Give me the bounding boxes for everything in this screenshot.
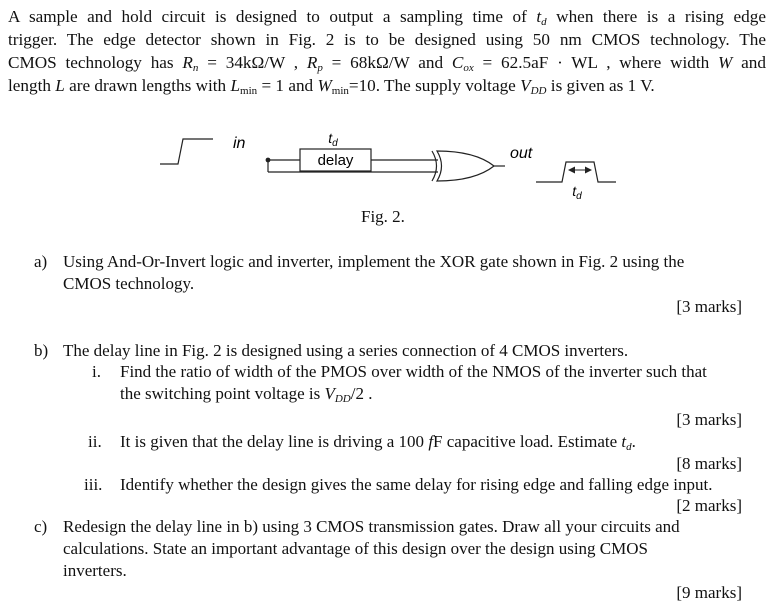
question-bii-label: ii. xyxy=(88,432,102,451)
question-bi-line-2: the switching point voltage is $V_{DD}/2$ . xyxy=(120,384,373,405)
question-biii-text: Identify whether the design gives the same delay for rising edge and falling edge input. xyxy=(120,475,713,494)
question-bi-line-1: Find the ratio of width of the PMOS over width of the NMOS of the inverter such that xyxy=(120,362,707,381)
question-c-line-2: calculations. State an important advantage of this design over the design using CMOS xyxy=(63,539,648,558)
question-b-text: The delay line in Fig. 2 is designed using a series connection of 4 CMOS inverters. xyxy=(63,341,629,360)
output-pulse-waveform xyxy=(536,162,616,182)
question-a-label: a) xyxy=(34,252,48,271)
intro-line-1: A sample and hold circuit is designed to output a sampling time of $t_d$ when there is a rising edge xyxy=(8,7,766,28)
question-biii-marks: [2 marks] xyxy=(676,496,742,515)
question-bi-marks: [3 marks] xyxy=(676,410,742,429)
question-b-label: b) xyxy=(34,341,49,360)
question-c-line-1: Redesign the delay line in b) using 3 CMOS transmission gates. Draw all your circuits and xyxy=(63,517,680,536)
question-a-line-1: Using And-Or-Invert logic and inverter, implement the XOR gate shown in Fig. 2 using the xyxy=(63,252,685,271)
td-arrow-left-head xyxy=(568,167,575,174)
xor-gate-body xyxy=(437,151,494,181)
in-label: in xyxy=(233,135,246,152)
question-biii-label: iii. xyxy=(84,475,103,494)
input-step-waveform xyxy=(160,139,213,164)
question-c-line-3: inverters. xyxy=(63,561,127,580)
out-label: out xyxy=(510,145,533,162)
xor-gate-back-arc xyxy=(432,151,437,181)
intro-line-2: trigger. The edge detector shown in Fig. 2 is to be designed using 50 nm CMOS technology. The xyxy=(8,30,766,49)
question-c-label: c) xyxy=(34,517,48,536)
intro-line-3: CMOS technology has $R_n = 34k\Omega/W$ , $R_p = 68k\Omega/W$ and $C_{ox} = 62.5aF$ · WL , where width W and xyxy=(8,53,766,74)
question-a-line-2: CMOS technology. xyxy=(63,274,195,293)
td-arrow-right-head xyxy=(585,167,592,174)
intro-line-4: length L are drawn lengths with $L_{min} = 1$ and $W_{min}=10$. The supply voltage $V_{DD}$ is given as 1 V. xyxy=(8,76,655,97)
question-a-marks: [3 marks] xyxy=(676,297,742,316)
question-c-marks: [9 marks] xyxy=(676,583,742,602)
figure-caption: Fig. 2. xyxy=(361,207,405,226)
question-bii-marks: [8 marks] xyxy=(676,454,742,473)
td-label: $t_d$ xyxy=(328,130,338,149)
out-td-label: $t_d$ xyxy=(572,183,582,202)
delay-label: delay xyxy=(317,152,354,169)
question-bi-label: i. xyxy=(92,362,101,381)
question-bii-text: It is given that the delay line is driving a 100 fF capacitive load. Estimate $t_d$. xyxy=(120,432,636,453)
